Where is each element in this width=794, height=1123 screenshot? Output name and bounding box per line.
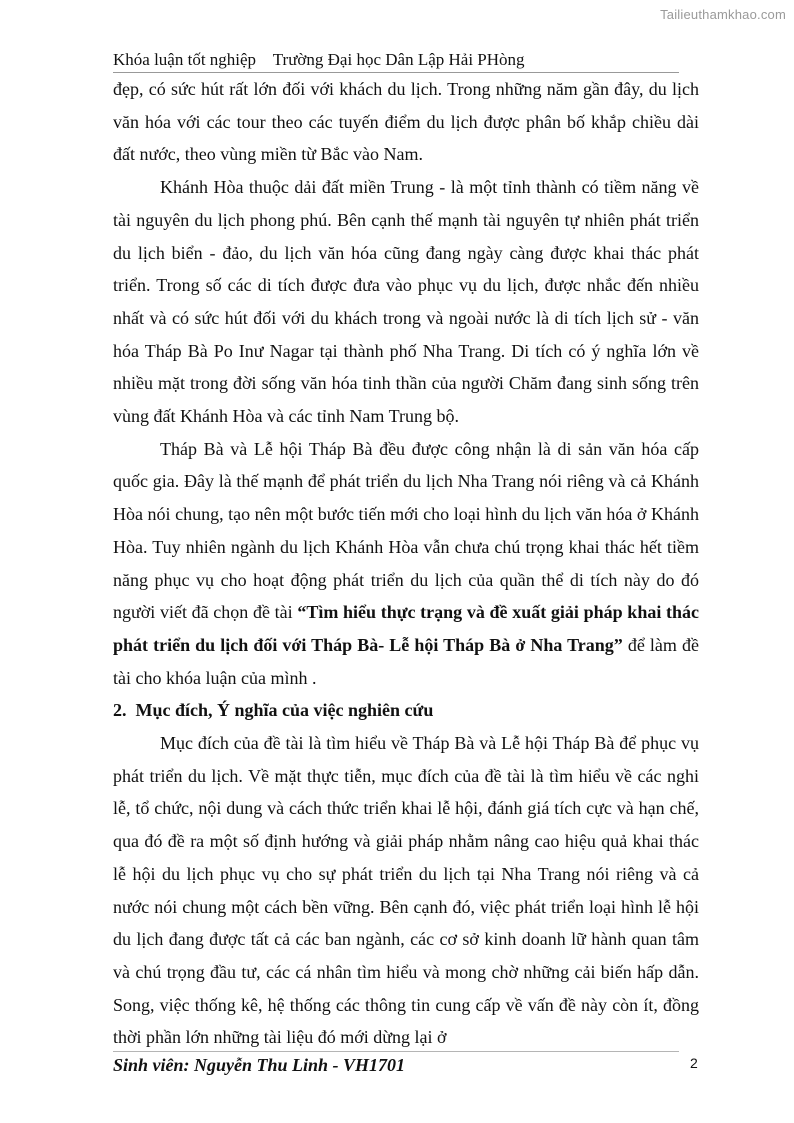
footer-author: Sinh viên: Nguyễn Thu Linh - VH1701: [113, 1055, 406, 1075]
paragraph-3-text: Tháp Bà và Lễ hội Tháp Bà đều được công nhận là di sản văn hóa cấp quốc gia. Đây là thế mạnh để phát triển du lịch Nha Trang nói riêng và cả Khánh Hòa nói chung, tạo nên một bước tiến mới cho loại hình du lịch văn hóa ở Khánh Hòa. Tuy nhiên ngành du lịch Khánh Hòa vẫn chưa chú trọng khai thác hết tiềm năng phục vụ cho hoạt động phát triển du lịch của quần thể di tích này do đó người viết đã chọn đề tài: [113, 438, 699, 623]
watermark: Tailieuthamkhao.com: [660, 7, 786, 22]
paragraph-3: [113, 433, 699, 695]
paragraph-1: đẹp, có sức hút rất lớn đối với khách du lịch. Trong những năm gần đây, du lịch văn hóa với các tour theo các tuyến điểm du lịch được phân bố khắp chiều dài đất nước, theo vùng miền từ Bắc vào Nam.: [113, 79, 699, 165]
document-body: [113, 73, 699, 1054]
footer-divider: [113, 1051, 679, 1052]
page-number: 2: [690, 1055, 698, 1071]
paragraph-3-end: để làm đề tài cho khóa luận của mình .: [113, 634, 699, 688]
thesis-title: “Tìm hiểu thực trạng và đề xuất giải pháp khai thác phát triển du lịch đối với Tháp Bà- Lễ hội Tháp Bà ở Nha Trang”: [113, 602, 700, 655]
section-heading: [113, 694, 699, 727]
section-number: 2.: [113, 700, 127, 721]
paragraph-2: Khánh Hòa thuộc dải đất miền Trung - là một tỉnh thành có tiềm năng về tài nguyên du lịch phong phú. Bên cạnh thế mạnh tài nguyên tự nhiên phát triển du lịch biển - đảo, du lịch văn hóa cũng đang ngày càng được khai thác phát triển. Trong số các di tích được đưa vào phục vụ du lịch, được nhắc đến nhiều nhất và có sức hút đối với du khách trong và ngoài nước là di tích lịch sử - văn hóa Tháp Bà Po Inư Nagar tại thành phố Nha Trang. Di tích có ý nghĩa lớn về nhiều mặt trong đời sống văn hóa tinh thần của người Chăm đang sinh sống trên vùng đất Khánh Hòa và các tỉnh Nam Trung bộ.: [113, 177, 699, 427]
section-title: Mục đích, Ý nghĩa của việc nghiên cứu: [135, 700, 434, 721]
paragraph-4: Mục đích của đề tài là tìm hiểu về Tháp Bà và Lễ hội Tháp Bà để phục vụ phát triển du lịch. Về mặt thực tiễn, mục đích của đề tài là tìm hiểu về các nghi lễ, tổ chức, nội dung và cách thức triển khai lễ hội, đánh giá tích cực và hạn chế, qua đó đề ra một số định hướng và giải pháp nhằm nâng cao hiệu quả khai thác lễ hội du lịch phục vụ cho sự phát triển du lịch tại Nha Trang nói riêng và cả nước nói chung một cách bền vững. Bên cạnh đó, việc phát triển loại hình lễ hội du lịch đang được tất cả các ban ngành, các cơ sở kinh doanh lữ hành quan tâm và chú trọng đầu tư, các cá nhân tìm hiểu và mong chờ những cải biến hấp dẫn. Song, việc thống kê, hệ thống các thông tin cung cấp về vấn đề này còn ít, đồng thời phần lớn những tài liệu đó mới dừng lại ở: [113, 733, 699, 1048]
page-header: Khóa luận tốt nghiệp Trường Đại học Dân Lập Hải PHòng: [113, 50, 679, 73]
